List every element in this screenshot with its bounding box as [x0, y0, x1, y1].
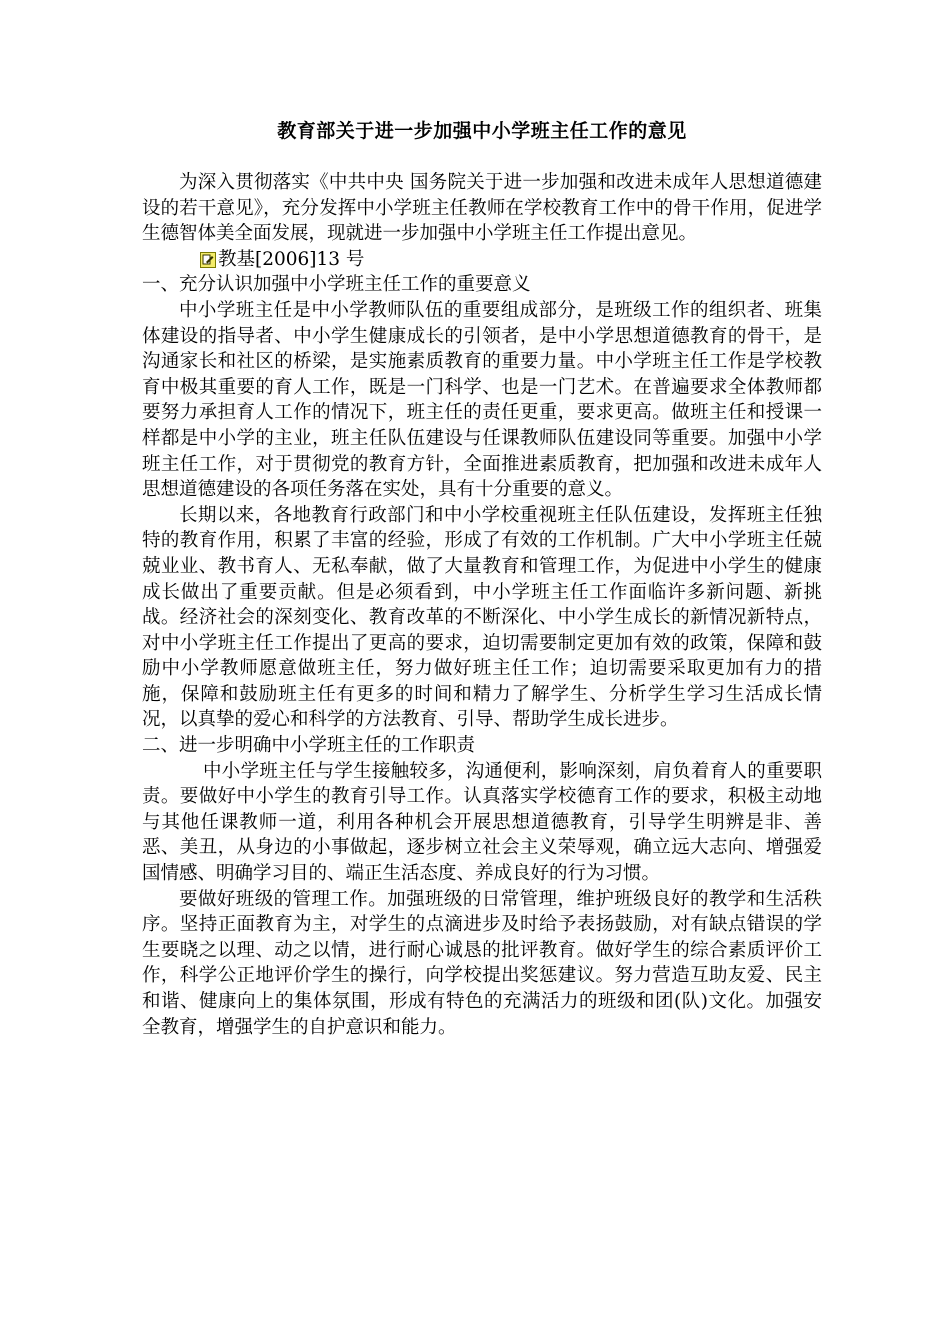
document-link-icon[interactable] — [200, 252, 216, 268]
section-2-paragraph-1: 中小学班主任与学生接触较多，沟通便利，影响深刻，肩负着育人的重要职责。要做好中小学生的教育引导工作。认真落实学校德育工作的要求，积极主动地与其他任课教师一道，利用各种机会开展思想道德教育，引导学生明辨是非、善恶、美丑，从身边的小事做起，逐步树立社会主义荣辱观，确立远大志向、增强爱国情感、明确学习目的、端正生活态度、养成良好的行为习惯。 — [142, 760, 822, 885]
section-2-heading: 二、进一步明确中小学班主任的工作职责 — [142, 735, 476, 757]
document-number: 教基[2006]13 号 — [218, 248, 365, 270]
document-title: 教育部关于进一步加强中小学班主任工作的意见 — [277, 120, 687, 142]
document-page — [142, 118, 822, 1040]
section-1-heading: 一、充分认识加强中小学班主任工作的重要意义 — [142, 274, 531, 296]
intro-paragraph: 为深入贯彻落实《中共中央 国务院关于进一步加强和改进未成年人思想道德建设的若干意见》，充分发挥中小学班主任教师在学校教育工作中的骨干作用，促进学生德智体美全面发展，现就进一步加强中小学班主任工作提出意见。 — [142, 172, 822, 245]
section-1-paragraph-1: 中小学班主任是中小学教师队伍的重要组成部分，是班级工作的组织者、班集体建设的指导者、中小学生健康成长的引领者，是中小学思想道德教育的骨干，是沟通家长和社区的桥梁，是实施素质教育的重要力量。中小学班主任工作是学校教育中极其重要的育人工作，既是一门科学、也是一门艺术。在普遍要求全体教师都要努力承担育人工作的情况下，班主任的责任更重，要求更高。做班主任和授课一样都是中小学的主业，班主任队伍建设与任课教师队伍建设同等重要。加强中小学班主任工作，对于贯彻党的教育方针，全面推进素质教育，把加强和改进未成年人思想道德建设的各项任务落在实处，具有十分重要的意义。 — [142, 299, 822, 501]
document-number-line — [142, 247, 822, 273]
section-2-paragraph-2: 要做好班级的管理工作。加强班级的日常管理，维护班级良好的教学和生活秩序。坚持正面教育为主，对学生的点滴进步及时给予表扬鼓励，对有缺点错误的学生要晓之以理、动之以情，进行耐心诚恳的批评教育。做好学生的综合素质评价工作，科学公正地评价学生的操行，向学校提出奖惩建议。努力营造互助友爱、民主和谐、健康向上的集体氛围，形成有特色的充满活力的班级和团(队)文化。加强安全教育，增强学生的自护意识和能力。 — [142, 888, 822, 1038]
section-1-paragraph-2: 长期以来，各地教育行政部门和中小学校重视班主任队伍建设，发挥班主任独特的教育作用，积累了丰富的经验，形成了有效的工作机制。广大中小学班主任兢兢业业、教书育人、无私奉献，做了大量教育和管理工作，为促进中小学生的健康成长做出了重要贡献。但是必须看到，中小学班主任工作面临许多新问题、新挑战。经济社会的深刻变化、教育改革的不断深化、中小学生成长的新情况新特点，对中小学班主任工作提出了更高的要求，迫切需要制定更加有效的政策，保障和鼓励中小学教师愿意做班主任，努力做好班主任工作；迫切需要采取更加有力的措施，保障和鼓励班主任有更多的时间和精力了解学生、分析学生学习生活成长情况，以真挚的爱心和科学的方法教育、引导、帮助学生成长进步。 — [142, 504, 822, 731]
